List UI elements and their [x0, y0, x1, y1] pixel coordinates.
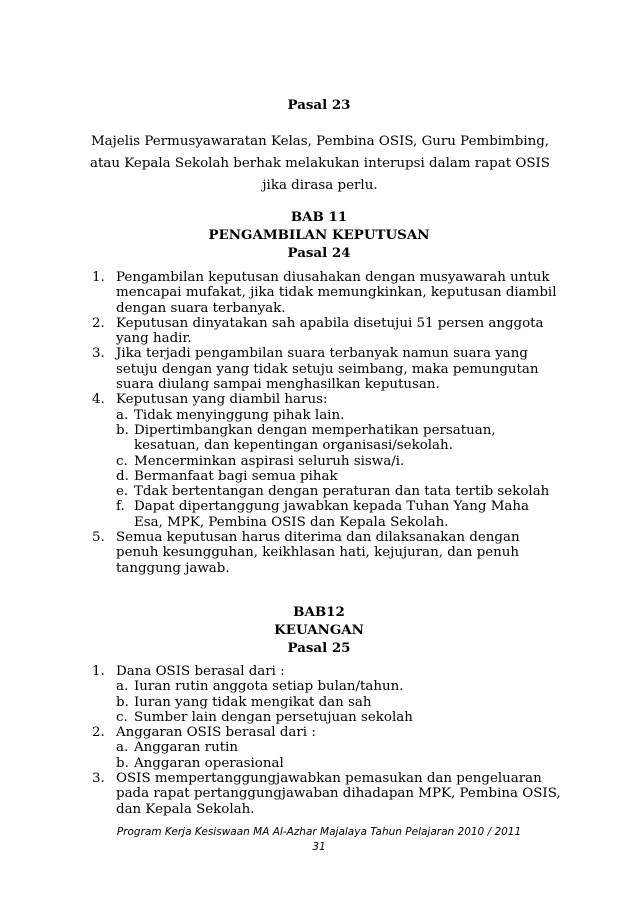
page-number: 31: [312, 841, 326, 853]
list-text: Dana OSIS berasal dari :: [116, 664, 285, 679]
sub-list-text: Iuran yang tidak mengikat dan sah: [134, 694, 372, 710]
list-item: [92, 392, 562, 530]
pasal-24-title: Pasal 24: [287, 245, 351, 261]
pasal-23-title: Pasal 23: [287, 97, 351, 113]
sub-list-letter: a.: [116, 740, 129, 756]
list-text: Keputusan dinyatakan sah apabila disetujui 51 persen anggota yang hadir.: [116, 315, 544, 347]
sub-list-letter: c.: [116, 709, 128, 725]
sub-list-item: [116, 423, 562, 454]
list-item: [92, 771, 562, 817]
sub-list-item: [116, 679, 562, 694]
list-item: [92, 346, 562, 392]
bab-12-title: BAB12: [293, 604, 345, 620]
sub-list-text: Anggaran rutin: [134, 740, 238, 756]
sub-list-text: Dapat dipertanggung jawabkan kepada Tuhan Yang Maha Esa, MPK, Pembina OSIS dan Kepala Sekolah.: [134, 499, 529, 530]
list-text: Keputusan yang diambil harus:: [116, 392, 328, 408]
sub-list-text: Dipertimbangkan dengan memperhatikan persatuan, kesatuan, dan kepentingan organisasi/sekolah.: [134, 422, 496, 454]
sub-list-letter: e.: [116, 484, 129, 500]
list-text: Semua keputusan harus diterima dan dilaksanakan dengan penuh kesungguhan, keikhlasan hati, kejujuran, dan penuh tanggung jawab.: [116, 530, 520, 576]
bab-11-subtitle: PENGAMBILAN KEPUTUSAN: [208, 227, 430, 243]
sub-list-letter: b.: [116, 755, 129, 771]
list-item: [92, 725, 562, 771]
sub-list-letter: f.: [116, 499, 125, 515]
list-text: Pengambilan keputusan diusahakan dengan musyawarah untuk mencapai mufakat, jika tidak memungkinkan, keputusan diambil dengan suara terbanyak.: [116, 270, 557, 316]
sub-list-letter: b.: [116, 422, 129, 438]
list-number: 1.: [92, 664, 105, 679]
page-footer-text: Program Kerja Kesiswaan MA Al-Azhar Majalaya Tahun Pelajaran 2010 / 2011: [116, 826, 522, 838]
sub-list-letter: a.: [116, 679, 129, 695]
list-number: 3.: [92, 346, 105, 362]
pasal-23-text: Majelis Permusyawaratan Kelas, Pembina OSIS, Guru Pembimbing, atau Kepala Sekolah berhak melakukan interupsi dalam rapat OSIS jika dirasa perlu.: [90, 134, 550, 193]
sub-list-letter: c.: [116, 453, 128, 469]
sub-list-text: Sumber lain dengan persetujuan sekolah: [134, 709, 413, 725]
list-item: [92, 316, 562, 347]
sub-list-text: Anggaran operasional: [134, 755, 284, 771]
sub-list-item: [116, 710, 562, 725]
pasal-25-title: Pasal 25: [287, 640, 351, 656]
sub-list-text: Tidak menyinggung pihak lain.: [134, 407, 345, 423]
sub-list-letter: a.: [116, 407, 129, 423]
sub-list-item: [116, 484, 562, 499]
sub-list-letter: d.: [116, 468, 129, 484]
sub-list-text: Bermanfaat bagi semua pihak: [134, 468, 338, 484]
list-text: OSIS mempertanggungjawabkan pemasukan dan pengeluaran pada rapat pertanggungjawaban dihadapan MPK, Pembina OSIS, dan Kepala Sekolah.: [116, 771, 561, 817]
sub-list-text: Iuran rutin anggota setiap bulan/tahun.: [134, 679, 404, 695]
list-number: 4.: [92, 392, 105, 408]
sub-list-item: [116, 408, 562, 423]
sub-list-text: Mencerminkan aspirasi seluruh siswa/i.: [134, 453, 405, 469]
sub-list-text: Tdak bertentangan dengan peraturan dan tata tertib sekolah: [134, 484, 550, 500]
pasal-25-list: [92, 664, 562, 817]
bab-11-title: BAB 11: [290, 209, 348, 225]
list-item: [92, 664, 562, 725]
sub-list-letter: b.: [116, 694, 129, 710]
list-text: Anggaran OSIS berasal dari :: [116, 725, 316, 741]
sub-list-item: [116, 695, 562, 710]
list-number: 2.: [92, 725, 105, 741]
list-text: Jika terjadi pengambilan suara terbanyak namun suara yang setuju dengan yang tidak setuju seimbang, maka pemungutan suara diulang sampai menghasilkan keputusan.: [116, 346, 539, 393]
bab-12-subtitle: KEUANGAN: [274, 622, 364, 638]
list-item: [92, 270, 562, 316]
list-number: 1.: [92, 270, 105, 285]
sub-list-item: [116, 499, 562, 530]
list-number: 2.: [92, 315, 105, 331]
list-number: 5.: [92, 530, 105, 546]
sub-list-item: [116, 454, 562, 469]
list-item: [92, 530, 562, 576]
pasal-24-list: [92, 270, 562, 576]
list-number: 3.: [92, 771, 105, 787]
sub-list-item: [116, 740, 562, 755]
sub-list-item: [116, 469, 562, 484]
sub-list-item: [116, 756, 562, 771]
